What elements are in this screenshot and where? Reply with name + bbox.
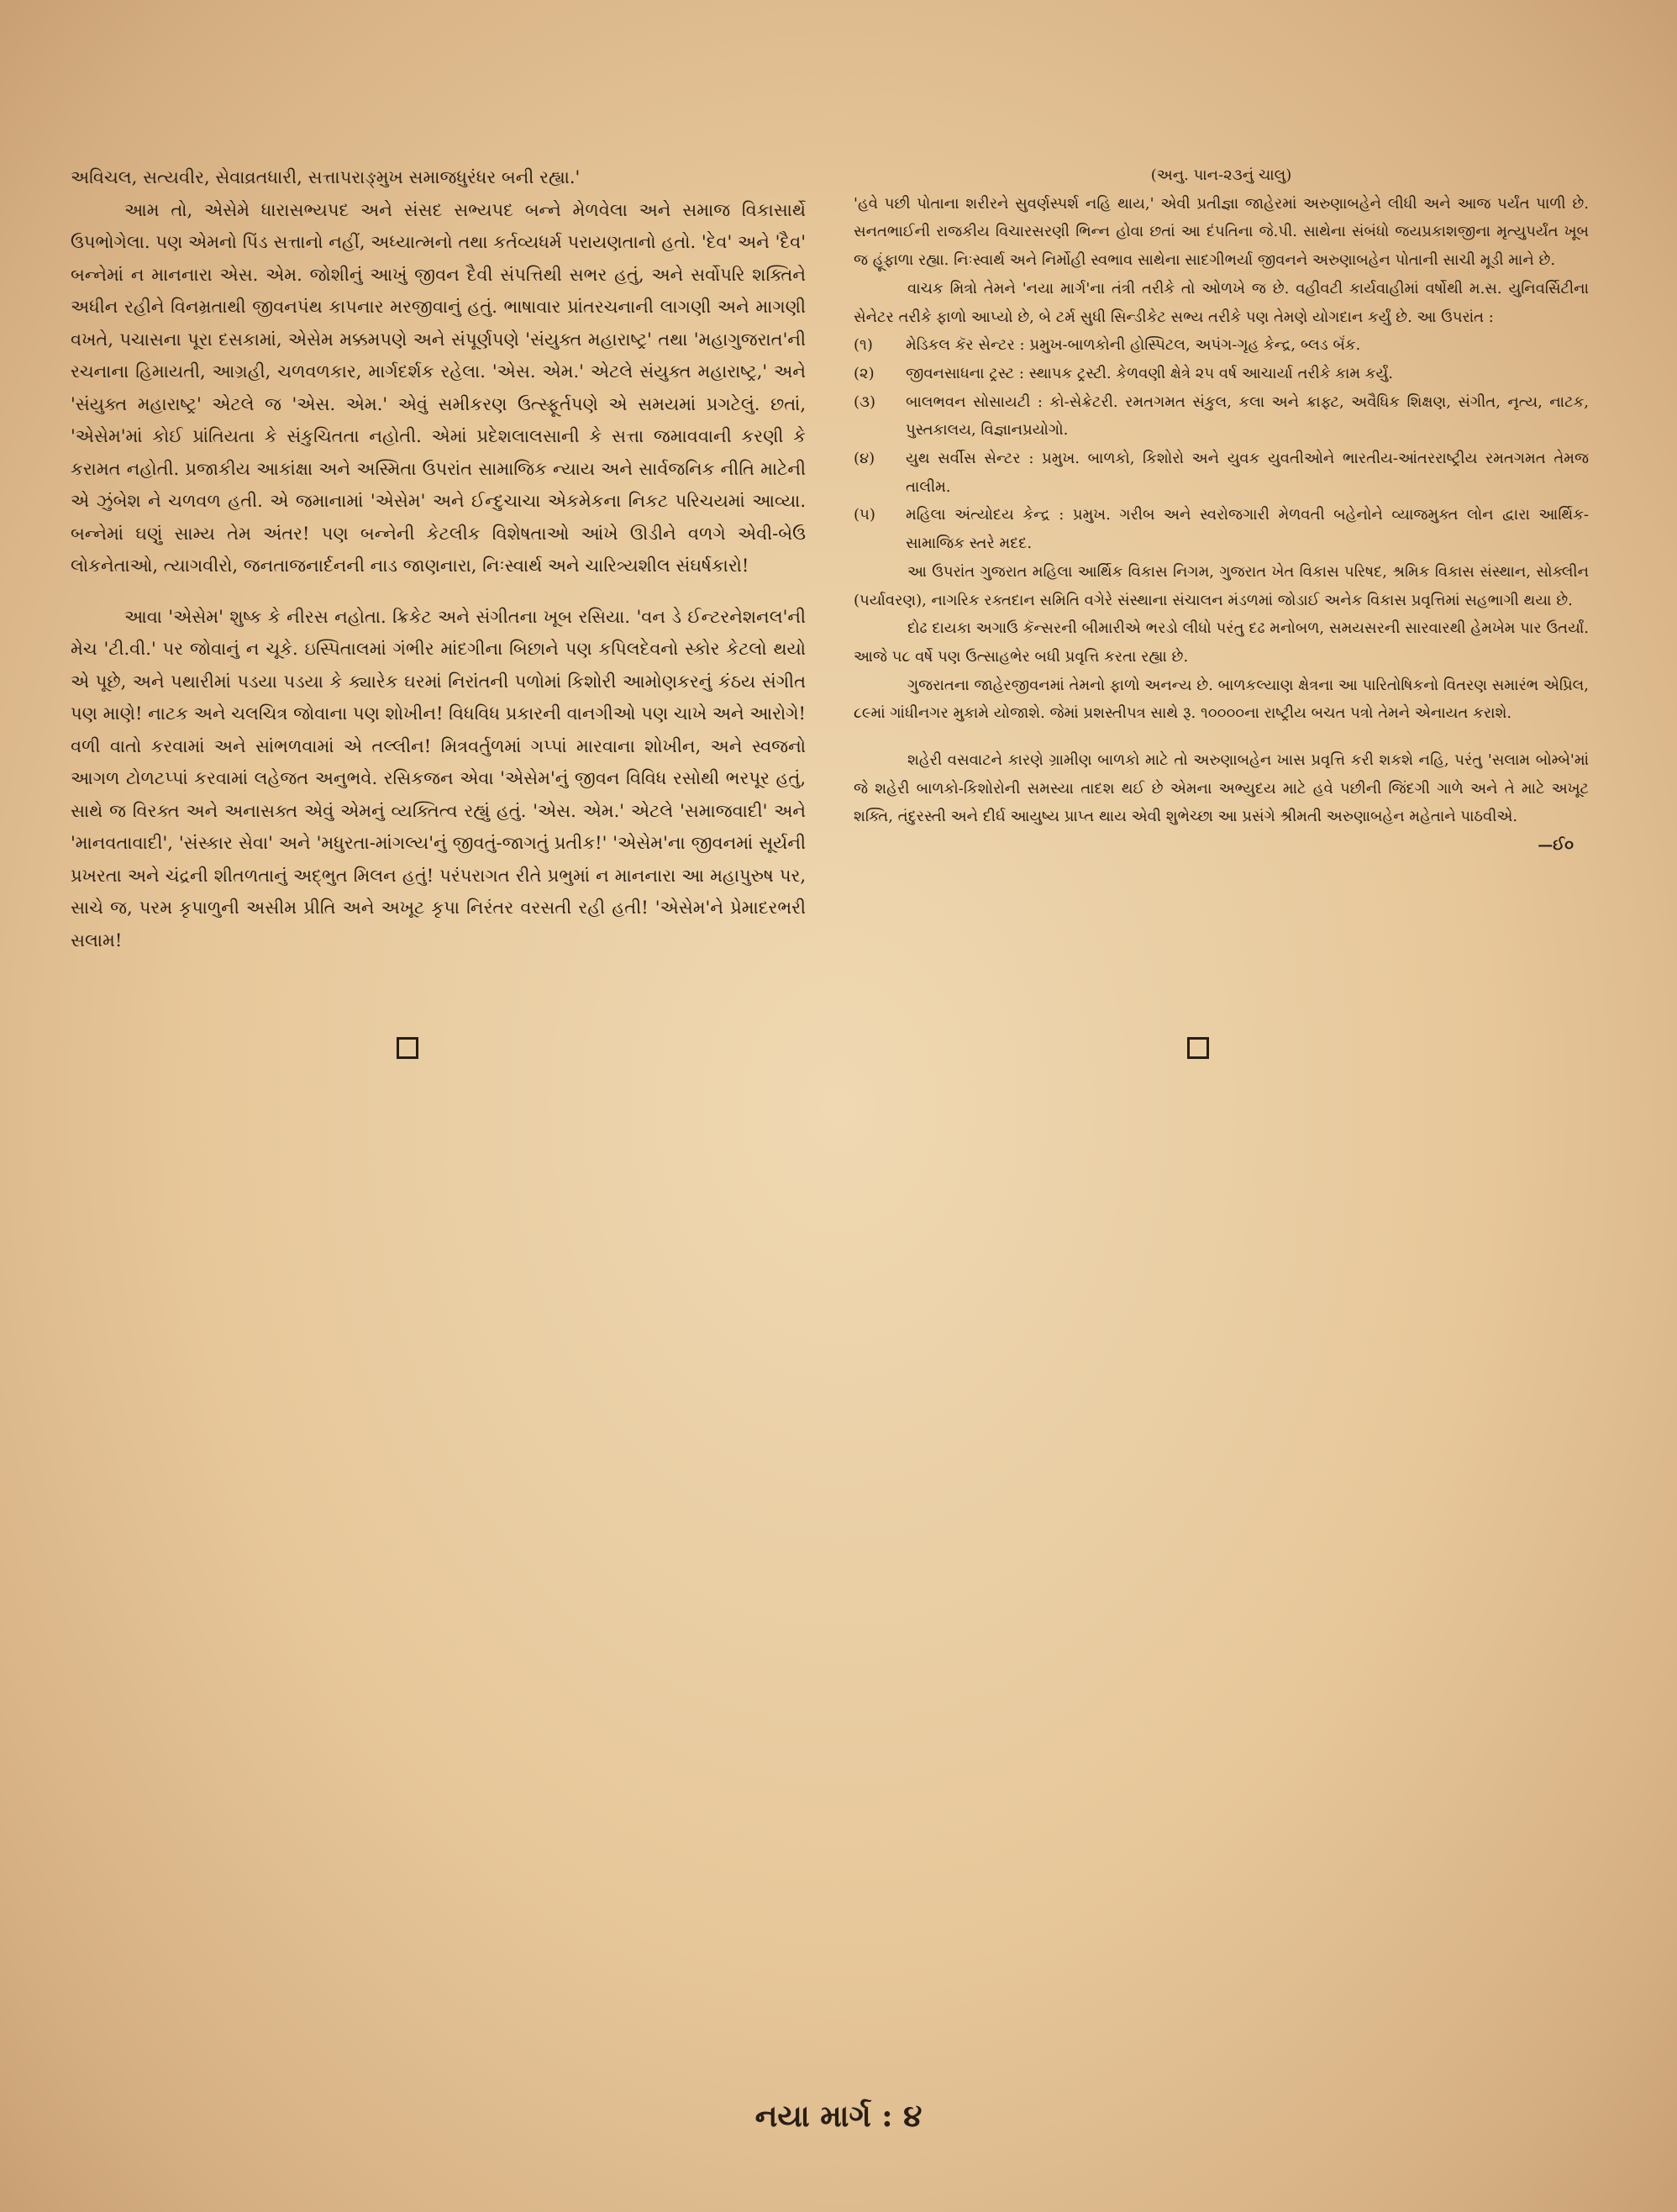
article-paragraph: શહેરી વસવાટને કારણે ગ્રામીણ બાળકો માટે તો અરુણાબહેન ખાસ પ્રવૃત્તિ કરી શકશે નહિ, પરંતુ 'સલામ બોમ્બે'માં જે શહેરી બાળકો-કિશોરોની સમસ્યા તાદશ થઈ છે એમના અભ્યુદય માટે હવે પછીની જિંદગી ગાળે અને તે માટે અખૂટ શક્તિ, તંદુરસ્તી અને દીર્ઘ આયુષ્ય પ્રાપ્ત થાય એવી શુભેચ્છા આ પ્રસંગે શ્રીમતી અરુણાબહેન મહેતાને પાઠવીએ.: [854, 751, 1589, 826]
list-item-text: બાલભવન સોસાયટી : કો-સેક્રેટરી. રમતગમત સંકુલ, કલા અને ક્રાફ્ટ, અવૈધિક શિક્ષણ, સંગીત, નૃત્ય, નાટક, પુસ્તકાલય, વિજ્ઞાનપ્રયોગો.: [906, 392, 1589, 440]
article-paragraph: ગુજરાતના જાહેરજીવનમાં તેમનો ફાળો અનન્ય છે. બાળકલ્યાણ ક્ષેત્રના આ પારિતોષિકનો વિતરણ સમારંભ એપ્રિલ, ૮૯માં ગાંધીનગર મુકામે યોજાશે. જેમાં પ્રશસ્તીપત્ર સાથે રૂ. ૧૦૦૦૦ના રાષ્ટ્રીય બચત પત્રો તેમને એનાયત કરાશે.: [854, 676, 1589, 723]
list-item-number: (૨): [854, 364, 875, 382]
end-mark-box-left: [397, 1037, 418, 1059]
list-item-number: (૩): [854, 392, 876, 411]
activities-list: [854, 331, 1589, 558]
right-column: [854, 161, 1589, 860]
list-item: [854, 388, 1589, 445]
article-paragraph: આ ઉપરાંત ગુજરાત મહિલા આર્થિક વિકાસ નિગમ, ગુજરાત ખેત વિકાસ પરિષદ, શ્રમિક વિકાસ સંસ્થાન, સોક્લીન (પર્યાવરણ), નાગરિક રક્તદાન સમિતિ વગેરે સંસ્થાના સંચાલન મંડળમાં જોડાઈ અનેક વિકાસ પ્રવૃત્તિમાં સહભાગી થયા છે.: [854, 562, 1589, 609]
page-footer: નયા માર્ગ : ૪: [754, 2099, 923, 2134]
list-item-number: (૧): [854, 336, 873, 355]
article-paragraph: અવિચલ, સત્યવીર, સેવાવ્રતધારી, સત્તાપરાઙ્‌મુખ સમાજધુરંધર બની રહ્યા.': [71, 167, 581, 187]
list-item-text: મેડિકલ કૅર સેન્ટર : પ્રમુખ-બાળકોની હોસ્પિટલ, અપંગ-ગૃહ કેન્દ્ર, બ્લડ બૅંક.: [906, 336, 1361, 355]
list-item-number: (૪): [854, 450, 875, 468]
list-item-number: (૫): [854, 506, 875, 524]
list-item-text: મહિલા અંત્યોદય કેન્દ્ર : પ્રમુખ. ગરીબ અને સ્વરોજગારી મેળવતી બહેનોને વ્યાજમુક્ત લોન દ્વારા આર્થિક-સામાજિક સ્તરે મદદ.: [906, 506, 1589, 553]
author-signature: —ઈ૦: [1538, 836, 1574, 855]
list-item: [854, 501, 1589, 557]
article-paragraph: દોઢ દાયકા અગાઉ કૅન્સરની બીમારીએ ભરડો લીધો પરંતુ દઢ મનોબળ, સમયસરની સારવારથી હેમખેમ પાર ઉતર્યાં. આજે ૫૮ વર્ષે પણ ઉત્સાહભેર બધી પ્રવૃત્તિ કરતા રહ્યા છે.: [854, 619, 1589, 666]
end-mark-box-right: [1187, 1037, 1209, 1059]
article-paragraph: આવા 'એસેમ' શુષ્ક કે નીરસ નહોતા. ક્રિકેટ અને સંગીતના ખૂબ રસિયા. 'વન ડે ઈન્ટરનેશનલ'ની મેચ 'ટી.વી.' પર જોવાનું ન ચૂકે. ઇસ્પિતાલમાં ગંભીર માંદગીના બિછાને પણ કપિલદેવનો સ્કોર કેટલો થયો એ પૂછે, અને પથારીમાં પડયા પડયા કે ક્યારેક ઘરમાં નિરાંતની પળોમાં કિશોરી આમોણકરનું કંઠય સંગીત પણ માણે! નાટક અને ચલચિત્ર જોવાના પણ શોખીન! વિધવિધ પ્રકારની વાનગીઓ પણ ચાખે અને આરોગે! વળી વાતો કરવામાં અને સાંભળવામાં એ તલ્લીન! મિત્રવર્તુળમાં ગપ્પાં મારવાના શોખીન, અને સ્વજનો આગળ ટોળટપ્પાં કરવામાં લહેજત અનુભવે. રસિકજન એવા 'એસેમ'નું જીવન વિવિધ રસોથી ભરપૂર હતું, સાથે જ વિરક્ત અને અનાસક્ત એવું એમનું વ્યક્તિત્વ રહ્યું હતું. 'એસ. એમ.' એટલે 'સમાજવાદી' અને 'માનવતાવાદી', 'સંસ્કાર સેવા' અને 'મધુરતા-માંગલ્ય'નું જીવતું-જાગતું પ્રતીક!' 'એસેમ'ના જીવનમાં સૂર્યની પ્રખરતા અને ચંદ્રની શીતળતાનું અદ્ભુત મિલન હતું! પરંપરાગત રીતે પ્રભુમાં ન માનનારા આ મહાપુરુષ પર, સાચે જ, પરમ કૃપાળુની અસીમ પ્રીતિ અને અખૂટ કૃપા નિરંતર વરસતી રહી હતી! 'એસેમ'ને પ્રેમાદરભરી સલામ!: [71, 606, 806, 951]
article-paragraph: વાચક મિત્રો તેમને 'નયા માર્ગ'ના તંત્રી તરીકે તો ઓળખે જ છે. વહીવટી કાર્યવાહીમાં વર્ષોથી મ.સ. યુનિવર્સિટીના સેનેટર તરીકે ફાળો આપ્યો છે, બે ટર્મ સુધી સિન્ડીકેટ સભ્ય તરીકે પણ તેમણે યોગદાન કર્યું છે. આ ઉપરાંત :: [854, 279, 1589, 326]
list-item: [854, 445, 1589, 501]
article-paragraph: 'હવે પછી પોતાના શરીરને સુવર્ણસ્પર્શ નહિ થાય,' એવી પ્રતીજ્ઞા જાહેરમાં અરુણાબહેને લીધી અને આજ પર્યંત પાળી છે. સનતભાઈની રાજકીય વિચારસરણી ભિન્ન હોવા છતાં આ દંપતિના જે.પી. સાથેના સંબંધો જયપ્રકાશજીના મૃત્યુપર્યંત ખૂબ જ હૂંફાળા રહ્યા. નિઃસ્વાર્થ અને નિર્મોહી સ્વભાવ સાથેના સાદગીભર્યા જીવનને અરુણાબહેન પોતાની સાચી મૂડી માને છે.: [854, 194, 1589, 270]
list-item: [854, 360, 1589, 388]
list-item: [854, 331, 1589, 360]
continued-label: (અનુ. પાન-૨૩નું ચાલુ): [1150, 166, 1292, 184]
left-column: [71, 161, 806, 956]
list-item-text: જીવનસાધના ટ્રસ્ટ : સ્થાપક ટ્રસ્ટી. કેળવણી ક્ષેત્રે ૨૫ વર્ષ આચાર્યા તરીકે કામ કર્યું.: [906, 364, 1393, 382]
article-paragraph: આમ તો, એસેમે ધારાસભ્યપદ અને સંસદ સભ્યપદ બન્ને મેળવેલા અને સમાજ વિકાસાર્થે ઉપભોગેલા. પણ એમનો પિંડ સત્તાનો નહીં, અધ્યાત્મનો તથા કર્તવ્યધર્મ પરાયણતાનો હતો. 'દેવ' અને 'દૈવ' બન્નેમાં ન માનનારા એસ. એમ. જોશીનું આખું જીવન દૈવી સંપત્તિથી સભર હતું, અને સર્વોપરિ શક્તિને અધીન રહીને વિનમ્રતાથી જીવનપંથ કાપનાર મરજીવાનું હતું. ભાષાવાર પ્રાંતરચનાની લાગણી અને માગણી વખતે, પચાસના પૂરા દસકામાં, એસેમ મક્કમપણે અને સંપૂર્ણપણે 'સંયુક્ત મહારાષ્ટ્ર' તથા 'મહાગુજરાત'ની રચનાના હિમાયતી, આગ્રહી, ચળવળકાર, માર્ગદર્શક રહેલા. 'એસ. એમ.' એટલે સંયુક્ત મહારાષ્ટ્ર,' અને 'સંયુક્ત મહારાષ્ટ્ર' એટલે જ 'એસ. એમ.' એવું સમીકરણ ઉત્સ્ફૂર્તપણે એ સમયમાં પ્રગટેલું. છતાં, 'એસેમ'માં કોઈ પ્રાંતિયતા કે સંકુચિતતા નહોતી. એમાં પ્રદેશલાલસાની કે સત્તા જમાવવાની કરણી કે કરામત નહોતી. પ્રજાકીય આકાંક્ષા અને અસ્મિતા ઉપરાંત સામાજિક ન્યાય અને સાર્વજનિક નીતિ માટેની એ ઝુંબેશ ને ચળવળ હતી. એ જમાનામાં 'એસેમ' અને ઈન્દુચાચા એકમેકના નિકટ પરિચયમાં આવ્યા. બન્નેમાં ઘણું સામ્ય તેમ અંતર! પણ બન્નેની કેટલીક વિશેષતાઓ આંખે ઊડીને વળગે એવી-બેઉ લોકનેતાઓ, ત્યાગવીરો, જનતાજનાર્દનની નાડ જાણનારા, નિઃસ્વાર્થ અને ચારિત્ર્યશીલ સંઘર્ષકારો!: [71, 199, 806, 576]
list-item-text: યુથ સર્વીસ સેન્ટર : પ્રમુખ. બાળકો, કિશોરો અને યુવક યુવતીઓને ભારતીય-આંતરરાષ્ટ્રીય રમતગમત તેમજ તાલીમ.: [906, 450, 1589, 496]
